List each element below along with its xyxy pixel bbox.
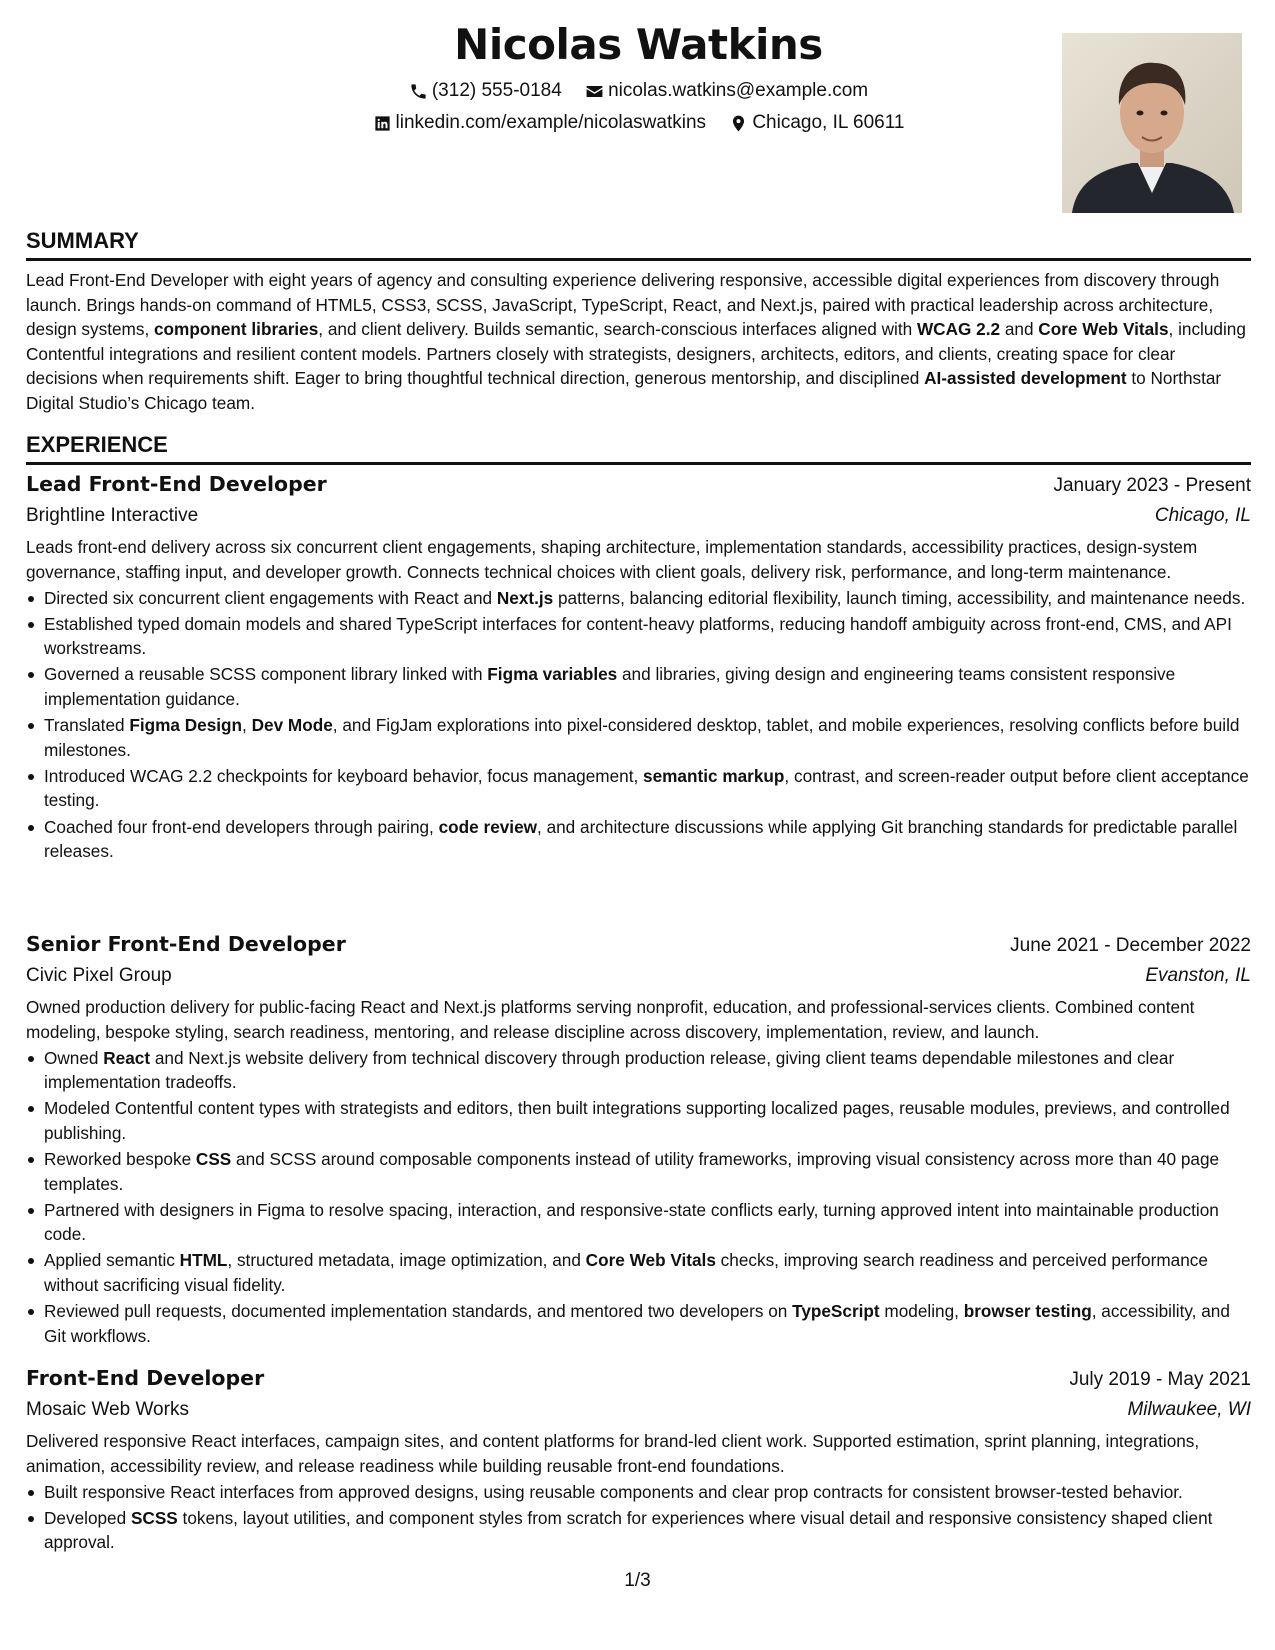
text-run: checks, improving search readiness and perceived performance without sacrificing visual fidelity. [44, 1250, 1208, 1296]
bullet-item [26, 1480, 1251, 1505]
text-run: , and client delivery. Builds semantic, search-conscious interfaces aligned with [318, 319, 917, 340]
text-run: Coached four front-end developers through pairing, [44, 816, 439, 837]
text-run: , and architecture discussions while applying Git branching standards for predictable parallel releases. [44, 816, 1238, 862]
bullet-item [26, 1506, 1251, 1555]
bold-text: HTML [179, 1250, 228, 1271]
summary-text [26, 268, 1251, 416]
linkedin-url[interactable]: linkedin.com/example/nicolaswatkins [395, 112, 707, 133]
bullet-item [26, 612, 1251, 661]
job-bullets [26, 586, 1251, 864]
job-dates: July 2019 - May 2021 [1069, 1369, 1251, 1390]
text-run: Lead Front-End Developer with eight years of agency and consulting experience delivering responsive, accessible digital experiences from discovery through launch. Brings hands-on command of HTML5, CSS3, SCSS, JavaScript, TypeScript, React, and Next.js, paired with practical leadership across architecture, design systems, [26, 270, 1220, 340]
resume-page [26, 0, 1251, 1553]
text-run: and libraries, giving design and engineering teams consistent responsive implementation guidance. [44, 664, 1176, 710]
experience-heading: EXPERIENCE [26, 432, 1251, 465]
map-pin-icon [729, 114, 748, 133]
bullet-item [26, 1198, 1251, 1247]
company-name: Mosaic Web Works [26, 1399, 189, 1420]
job-description: Leads front-end delivery across six concurrent client engagements, shaping architecture, implementation standards, accessibility practices, design-system governance, staffing input, and developer growth. Connects technical choices with client goals, delivery risk, performance, and long-term maintenance. [26, 537, 1198, 582]
bullet-item [26, 586, 1251, 611]
envelope-icon [585, 82, 604, 101]
job-location: Milwaukee, WI [1127, 1399, 1251, 1420]
bold-text: browser testing [963, 1301, 1092, 1322]
phone-icon [409, 82, 428, 101]
text-run: and SCSS around composable components instead of utility frameworks, improving visual consistency across more than 40 page templates. [44, 1149, 1220, 1194]
profile-photo [1062, 33, 1242, 213]
job-dates: January 2023 - Present [1053, 475, 1251, 496]
bold-text: Core Web Vitals [1038, 319, 1169, 340]
text-run: Owned [44, 1047, 104, 1068]
location-text: Chicago, IL 60611 [752, 112, 905, 133]
text-run: , and FigJam explorations into pixel-considered desktop, tablet, and mobile experiences, resolving conflicts before build milestones. [44, 715, 1240, 760]
location-contact [729, 112, 904, 134]
job-location: Evanston, IL [1145, 965, 1251, 986]
text-run: and [1000, 319, 1039, 340]
candidate-name: Nicolas Watkins [454, 20, 823, 69]
text-run: tokens, layout utilities, and component styles from scratch for experiences where visual detail and responsive consistency shaped client approval. [44, 1507, 1213, 1553]
text-run: Reworked bespoke [44, 1149, 196, 1170]
text-run: , structured metadata, image optimization, and [227, 1250, 586, 1271]
job-bullets [26, 1480, 1251, 1555]
job-description: Delivered responsive React interfaces, campaign sites, and content platforms for brand-led client work. Supported estimation, sprint planning, integrations, animation, accessibility review, and release readiness while building reusable front-end foundations. [26, 1431, 1200, 1476]
job-entry [26, 1366, 1251, 1555]
text-run: Developed [44, 1507, 131, 1528]
job-entry [26, 932, 1251, 1348]
text-run: , contrast, and screen-reader output before client acceptance testing. [44, 765, 1249, 811]
bullet-item [26, 713, 1251, 762]
text-run: , [242, 715, 252, 736]
bold-text: Figma variables [487, 664, 618, 685]
bold-text: Figma Design [129, 715, 243, 736]
job-title: Senior Front-End Developer [26, 932, 346, 956]
job-title: Lead Front-End Developer [26, 472, 327, 496]
text-run: Built responsive React interfaces from approved designs, using reusable components and clear prop contracts for consistent browser-tested behavior. [44, 1481, 1183, 1502]
job-entry [26, 472, 1251, 864]
bold-text: component libraries [154, 319, 319, 340]
bullet-item [26, 1096, 1251, 1145]
email-address[interactable]: nicolas.watkins@example.com [608, 80, 869, 101]
text-run: Governed a reusable SCSS component library linked with [44, 664, 488, 685]
bold-text: CSS [195, 1149, 232, 1170]
bold-text: TypeScript [792, 1301, 880, 1322]
phone-contact [409, 80, 562, 102]
bold-text: Core Web Vitals [585, 1250, 716, 1271]
bullet-item [26, 815, 1251, 864]
text-run: Partnered with designers in Figma to resolve spacing, interaction, and responsive-state conflicts early, turning approved intent into maintainable production code. [44, 1199, 1219, 1245]
text-run: Established typed domain models and shared TypeScript interfaces for content-heavy platforms, reducing handoff ambiguity across front-end, CMS, and API workstreams. [44, 613, 1232, 659]
bold-text: AI-assisted development [924, 368, 1127, 389]
text-run: Translated [44, 715, 130, 736]
company-name: Civic Pixel Group [26, 965, 172, 986]
email-contact[interactable] [585, 80, 868, 102]
job-location: Chicago, IL [1154, 505, 1251, 526]
summary-heading: SUMMARY [26, 228, 1251, 261]
text-run: Modeled Contentful content types with strategists and editors, then built integrations supporting localized pages, reusable modules, previews, and controlled publishing. [44, 1098, 1230, 1143]
bold-text: code review [438, 816, 538, 837]
bullet-item [26, 1248, 1251, 1297]
text-run: Directed six concurrent client engagements with React and [44, 587, 497, 608]
job-bullets [26, 1046, 1251, 1349]
linkedin-contact[interactable] [373, 112, 706, 134]
bold-text: Dev Mode [251, 715, 333, 736]
text-run: , including Contentful integrations and resilient content models. Partners closely with strategists, designers, architects, editors, and clients, creating space for clear decisions when requirements shift. Eager to bring thoughtful technical direction, generous mentorship, and disciplined [26, 319, 1246, 389]
job-dates: June 2021 - December 2022 [1010, 935, 1251, 956]
text-run: Applied semantic [44, 1250, 180, 1271]
linkedin-icon [373, 114, 392, 133]
phone-number: (312) 555-0184 [431, 80, 562, 101]
bold-text: Next.js [496, 587, 554, 608]
bullet-item [26, 1046, 1251, 1095]
bold-text: SCSS [130, 1507, 178, 1528]
text-run: Reviewed pull requests, documented implementation standards, and mentored two developers on [44, 1301, 793, 1322]
text-run: to Northstar Digital Studio’s Chicago team. [26, 368, 1222, 413]
text-run: modeling, [879, 1301, 964, 1322]
bullet-item [26, 1299, 1251, 1348]
bold-text: semantic markup [643, 765, 785, 786]
bullet-item [26, 662, 1251, 711]
bullet-item [26, 764, 1251, 813]
company-name: Brightline Interactive [26, 505, 199, 526]
job-title: Front-End Developer [26, 1366, 265, 1390]
bold-text: React [103, 1047, 151, 1068]
job-description: Owned production delivery for public-facing React and Next.js platforms serving nonprofit, education, and professional-services clients. Combined content modeling, bespoke styling, search readiness, mentoring, and release discipline across discovery, implementation, review, and launch. [26, 997, 1195, 1042]
text-run: , accessibility, and Git workflows. [44, 1301, 1230, 1346]
text-run: patterns, balancing editorial flexibility, launch timing, accessibility, and maintenance needs. [553, 587, 1246, 608]
page-number: 1/3 [624, 1570, 651, 1591]
resume-header [26, 0, 1251, 218]
bold-text: WCAG 2.2 [916, 319, 1001, 340]
bullet-item [26, 1147, 1251, 1196]
text-run: and Next.js website delivery from technical discovery through production release, giving client teams dependable milestones and clear implementation tradeoffs. [44, 1047, 1175, 1093]
text-run: Introduced WCAG 2.2 checkpoints for keyboard behavior, focus management, [44, 765, 644, 786]
